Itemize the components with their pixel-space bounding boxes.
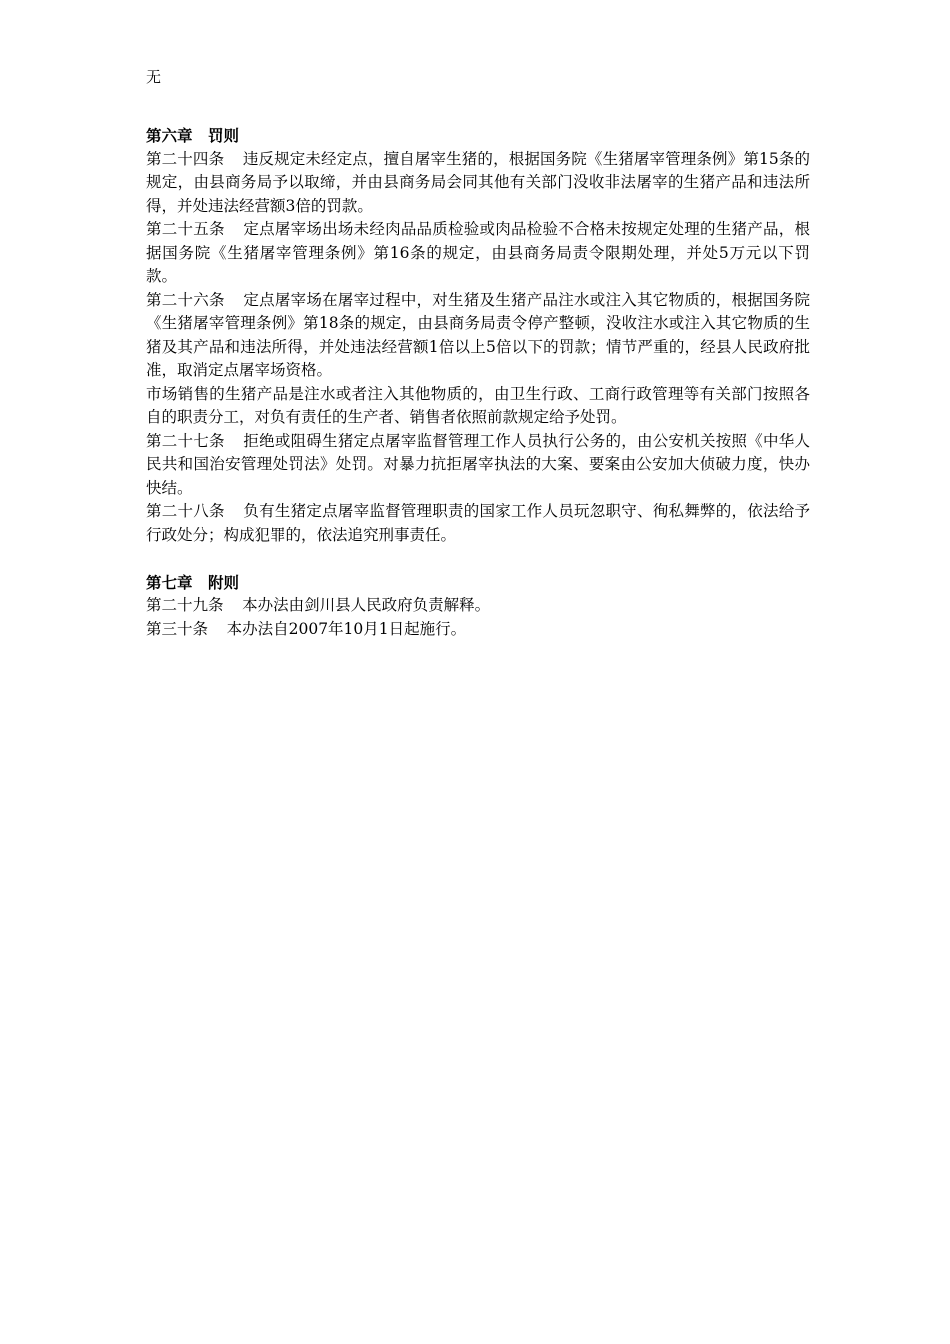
article-25 — [146, 218, 810, 289]
article-number: 第二十四条 — [146, 149, 225, 168]
article-text: 违反规定未经定点，擅自屠宰生猪的，根据国务院《生猪屠宰管理条例》第15条的规定，由县商务局予以取缔，并由县商务局会同其他有关部门没收非法屠宰的生猪产品和违法所得，并处违法经营额3倍的罚款。 — [146, 149, 810, 215]
chapter-title-7: 第七章 附则 — [146, 572, 240, 592]
article-number: 第二十七条 — [146, 431, 225, 450]
article-number: 第二十八条 — [146, 502, 225, 520]
article-text: 负有生猪定点屠宰监督管理职责的国家工作人员玩忽职守、徇私舞弊的，依法给予行政处分；构成犯罪的，依法追究刑事责任。 — [146, 502, 810, 544]
article-26-continuation — [146, 383, 810, 430]
header-note: 无 — [146, 68, 162, 86]
article-number: 第二十九条 — [146, 596, 224, 614]
article-number: 第二十五条 — [146, 220, 225, 238]
article-number: 第三十条 — [146, 619, 209, 638]
article-30 — [146, 618, 810, 642]
article-text: 定点屠宰场在屠宰过程中，对生猪及生猪产品注水或注入其它物质的，根据国务院《生猪屠宰管理条例》第18条的规定，由县商务局责令停产整顿，没收注水或注入其它物质的生猪及其产品和违法所得，并处违法经营额1倍以上5倍以下的罚款；情节严重的，经县人民政府批准，取消定点屠宰场资格。 — [146, 290, 810, 379]
document-body — [146, 124, 810, 641]
article-24 — [146, 148, 810, 219]
chapter-title-6: 第六章 罚则 — [146, 126, 240, 145]
article-number: 第二十六条 — [146, 290, 225, 309]
article-26 — [146, 289, 810, 383]
article-text: 拒绝或阻碍生猪定点屠宰监督管理工作人员执行公务的，由公安机关按照《中华人民共和国治安管理处罚法》处罚。对暴力抗拒屠宰执法的大案、要案由公安加大侦破力度，快办快结。 — [146, 431, 810, 497]
article-text: 市场销售的生猪产品是注水或者注入其他物质的，由卫生行政、工商行政管理等有关部门按照各自的职责分工，对负有责任的生产者、销售者依照前款规定给予处罚。 — [146, 384, 810, 426]
section-spacer — [146, 547, 810, 571]
article-29 — [146, 594, 810, 618]
article-text: 定点屠宰场出场未经肉品品质检验或肉品检验不合格未按规定处理的生猪产品，根据国务院《生猪屠宰管理条例》第16条的规定，由县商务局责令限期处理，并处5万元以下罚款。 — [146, 220, 810, 285]
article-28 — [146, 500, 810, 547]
article-text: 本办法由剑川县人民政府负责解释。 — [242, 596, 491, 614]
article-text: 本办法自2007年10月1日起施行。 — [226, 619, 467, 638]
article-27 — [146, 430, 810, 501]
